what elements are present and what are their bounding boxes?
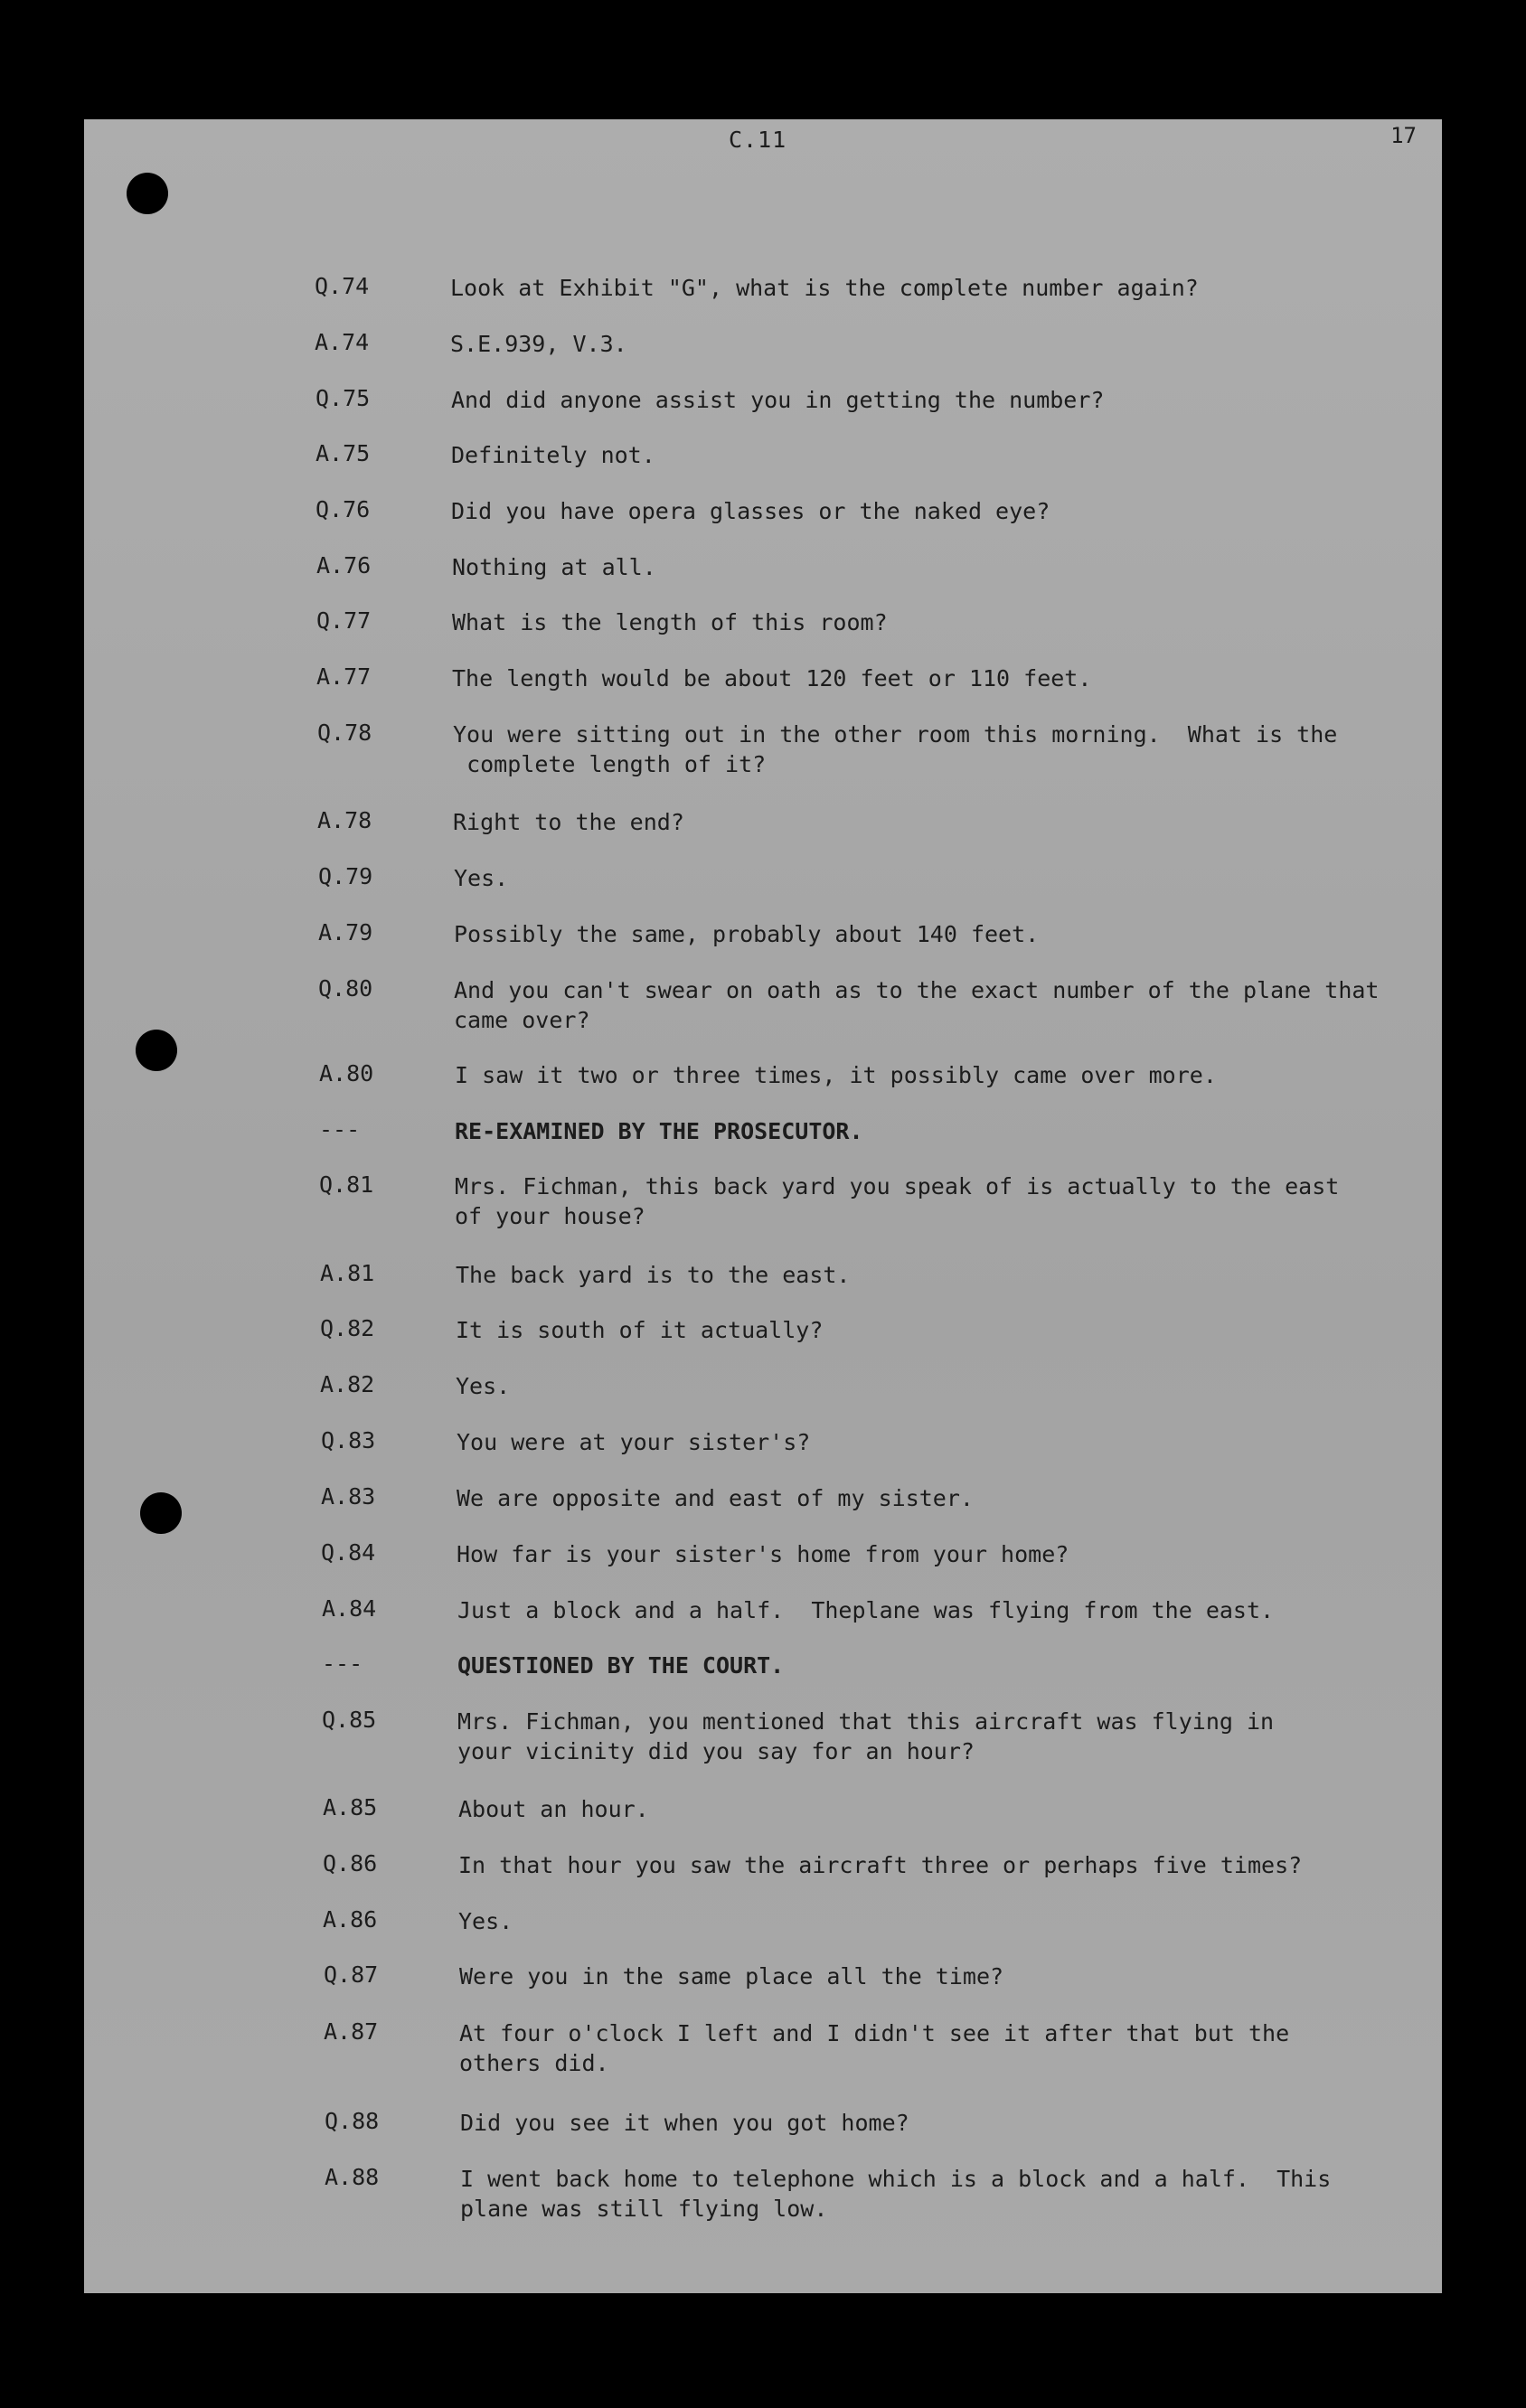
entry-label: Q.88: [325, 2108, 380, 2134]
entry-text: Yes.: [458, 1908, 513, 1934]
entry-label: Q.85: [322, 1707, 377, 1733]
entry-text: Were you in the same place all the time?: [459, 1963, 1004, 1989]
transcript-entries: [84, 119, 1442, 2293]
entry-label: ---: [319, 1116, 361, 1143]
entry-label: Q.77: [316, 607, 372, 634]
entry-label: Q.79: [318, 863, 373, 889]
header-code: C.11: [729, 127, 787, 153]
entry-label: A.88: [325, 2164, 380, 2190]
entry-label: A.74: [315, 329, 370, 355]
entry-text: The length would be about 120 feet or 110 feet.: [452, 665, 1092, 691]
entry-text: About an hour.: [458, 1796, 649, 1822]
entry-text: The back yard is to the east.: [456, 1262, 851, 1288]
entry-text: Just a block and a half. Theplane was flying from the east.: [457, 1597, 1275, 1623]
entry-label: A.83: [321, 1483, 376, 1510]
document-page: [84, 119, 1442, 2293]
entry-text: You were sitting out in the other room this morning. What is the complete length of it?: [453, 721, 1338, 777]
entry-label: A.76: [316, 552, 372, 578]
entry-label: Q.87: [324, 1961, 379, 1988]
entry-label: A.81: [320, 1260, 375, 1286]
entry-label: Q.84: [321, 1539, 376, 1566]
entry-label: Q.86: [323, 1850, 378, 1877]
entry-text: Yes.: [454, 865, 509, 891]
entry-text: RE-EXAMINED BY THE PROSECUTOR.: [455, 1118, 863, 1144]
entry-text: Did you see it when you got home?: [460, 2110, 909, 2136]
entry-label: A.87: [324, 2018, 379, 2045]
entry-label: Q.75: [316, 385, 371, 411]
entry-label: Q.78: [317, 720, 372, 746]
entry-label: A.79: [318, 919, 373, 945]
entry-text: You were at your sister's?: [457, 1429, 811, 1455]
entry-text: Definitely not.: [451, 442, 655, 468]
entry-label: Q.76: [316, 496, 371, 522]
entry-text: Nothing at all.: [452, 554, 656, 580]
entry-label: Q.83: [321, 1427, 376, 1453]
entry-label: A.75: [316, 440, 371, 466]
entry-text: I went back home to telephone which is a block and a half. This plane was still flying low.: [460, 2166, 1332, 2222]
entry-text: And you can't swear on oath as to the exact number of the plane that came over?: [454, 977, 1380, 1033]
entry-label: A.78: [317, 807, 372, 833]
entry-label: A.85: [323, 1794, 378, 1820]
entry-text: I saw it two or three times, it possibly came over more.: [455, 1062, 1217, 1088]
entry-text: QUESTIONED BY THE COURT.: [457, 1652, 785, 1679]
page-number: 17: [1390, 123, 1417, 148]
entry-label: Q.80: [318, 975, 373, 1002]
entry-label: A.82: [320, 1371, 375, 1397]
entry-text: Mrs. Fichman, this back yard you speak of is actually to the east of your house?: [455, 1173, 1340, 1229]
entry-text: Possibly the same, probably about 140 feet.: [454, 921, 1040, 947]
entry-text: How far is your sister's home from your home?: [457, 1541, 1069, 1567]
entry-text: S.E.939, V.3.: [450, 331, 627, 357]
entry-label: Q.82: [320, 1315, 375, 1341]
entry-text: What is the length of this room?: [452, 609, 888, 635]
entry-text: It is south of it actually?: [456, 1317, 824, 1343]
entry-text: Did you have opera glasses or the naked eye?: [451, 498, 1050, 524]
entry-text: Look at Exhibit "G", what is the complete number again?: [450, 275, 1199, 301]
entry-label: A.77: [316, 663, 372, 690]
entry-label: A.86: [323, 1906, 378, 1933]
entry-text: At four o'clock I left and I didn't see it after that but the others did.: [459, 2020, 1290, 2076]
entry-text: Right to the end?: [453, 809, 684, 835]
entry-label: ---: [322, 1651, 363, 1677]
entry-label: Q.74: [315, 273, 370, 299]
entry-text: And did anyone assist you in getting the number?: [451, 387, 1105, 413]
entry-text: Mrs. Fichman, you mentioned that this aircraft was flying in your vicinity did you say for an hour?: [457, 1708, 1275, 1764]
entry-label: A.84: [322, 1595, 377, 1622]
entry-text: We are opposite and east of my sister.: [457, 1485, 974, 1511]
entry-text: Yes.: [456, 1373, 511, 1399]
entry-text: In that hour you saw the aircraft three or perhaps five times?: [458, 1852, 1303, 1878]
entry-label: A.80: [319, 1060, 374, 1086]
entry-label: Q.81: [319, 1171, 374, 1198]
